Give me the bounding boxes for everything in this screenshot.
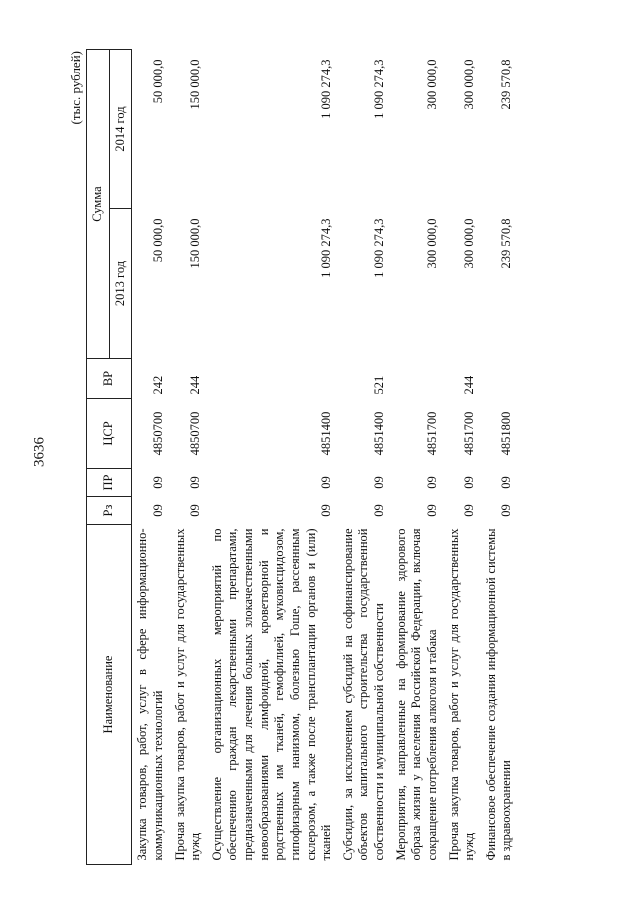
row-vr: 242 xyxy=(150,375,165,395)
row-csr: 4851700 xyxy=(424,411,439,456)
header-name: Наименование xyxy=(87,525,132,865)
table-body xyxy=(132,50,518,865)
row-csr: 4851800 xyxy=(499,411,514,456)
table-row xyxy=(170,50,207,865)
table-header xyxy=(87,50,132,865)
row-rz: 09 xyxy=(499,504,514,517)
row-2014: 150 000,0 xyxy=(188,59,203,110)
row-2013: 1 090 274,3 xyxy=(319,218,334,278)
header-rz: Рз xyxy=(87,497,132,525)
row-rz: 09 xyxy=(372,504,386,517)
row-2014: 1 090 274,3 xyxy=(372,59,386,119)
row-name: Закупка товаров, работ, услуг в сфере информационно-коммуникационных технологий xyxy=(135,528,165,861)
row-name: Финансовое обеспечение создания информационной системы в здравоохранении xyxy=(483,528,514,861)
row-pr: 09 xyxy=(372,476,386,489)
row-csr: 4851700 xyxy=(462,411,477,456)
row-vr xyxy=(207,359,338,399)
row-2014: 300 000,0 xyxy=(462,59,477,110)
row-vr: 244 xyxy=(462,375,477,395)
row-rz: 09 xyxy=(150,504,165,517)
row-csr: 4850700 xyxy=(188,411,203,456)
row-name: Осуществление организационных мероприятий по обеспечению граждан лекарственными препаратами, предназначенными для лечения больных злокачественными новообразованиями лимфоидной, кроветворной и родственных им тканей, гемофилией, муковисцидозом, гипофизарным нанизмом, болезнью Гоше, рассеянным склерозом, а также после трансплантации органов и (или) тканей xyxy=(209,528,334,861)
row-rz: 09 xyxy=(188,504,203,517)
row-2013: 300 000,0 xyxy=(462,218,477,269)
row-pr: 09 xyxy=(424,476,439,489)
header-csr: ЦСР xyxy=(87,399,132,469)
row-pr: 09 xyxy=(188,476,203,489)
budget-table-sheet xyxy=(60,45,580,865)
header-vr: ВР xyxy=(87,359,132,399)
row-2013: 300 000,0 xyxy=(424,218,439,269)
header-2014: 2014 год xyxy=(109,50,132,209)
table-row xyxy=(338,50,391,865)
row-csr: 4851400 xyxy=(372,411,386,456)
table-row xyxy=(391,50,444,865)
row-2013: 239 570,8 xyxy=(499,218,514,269)
row-csr: 4850700 xyxy=(150,411,165,456)
row-vr xyxy=(481,359,518,399)
row-2013: 1 090 274,3 xyxy=(372,218,386,278)
header-pr: ПР xyxy=(87,469,132,497)
row-name: Мероприятия, направленные на формирование здорового образа жизни у населения Российской Федерации, включая сокращение потребления алкоголя и табака xyxy=(393,528,439,861)
row-name: Прочая закупка товаров, работ и услуг для государственных нужд xyxy=(172,528,203,861)
row-vr: 244 xyxy=(188,375,203,395)
row-pr: 09 xyxy=(150,476,165,489)
row-vr: 521 xyxy=(372,375,386,395)
row-rz: 09 xyxy=(424,504,439,517)
table-row xyxy=(444,50,481,865)
row-rz: 09 xyxy=(319,504,334,517)
page-number-text: 3636 xyxy=(31,437,48,467)
row-2014: 50 000,0 xyxy=(150,59,165,104)
row-2014: 239 570,8 xyxy=(499,59,514,110)
row-csr: 4851400 xyxy=(319,411,334,456)
row-2014: 300 000,0 xyxy=(424,59,439,110)
row-pr: 09 xyxy=(462,476,477,489)
header-sum: Сумма xyxy=(87,50,110,359)
row-pr: 09 xyxy=(319,476,334,489)
budget-table xyxy=(86,49,518,865)
header-2013: 2013 год xyxy=(109,209,132,359)
row-2014: 1 090 274,3 xyxy=(319,59,334,119)
row-vr xyxy=(391,359,444,399)
units-note: (тыс. рублей) xyxy=(68,51,83,125)
table-row xyxy=(481,50,518,865)
row-2013: 50 000,0 xyxy=(150,218,165,263)
row-name: Субсидии, за исключением субсидий на софинансирование объектов капитального строительства государственной собственности и муниципальной собственности xyxy=(340,528,386,861)
table-row xyxy=(132,50,170,865)
row-2013: 150 000,0 xyxy=(188,218,203,269)
table-row xyxy=(207,50,338,865)
row-pr: 09 xyxy=(499,476,514,489)
row-rz: 09 xyxy=(462,504,477,517)
row-name: Прочая закупка товаров, работ и услуг для государственных нужд xyxy=(446,528,477,861)
